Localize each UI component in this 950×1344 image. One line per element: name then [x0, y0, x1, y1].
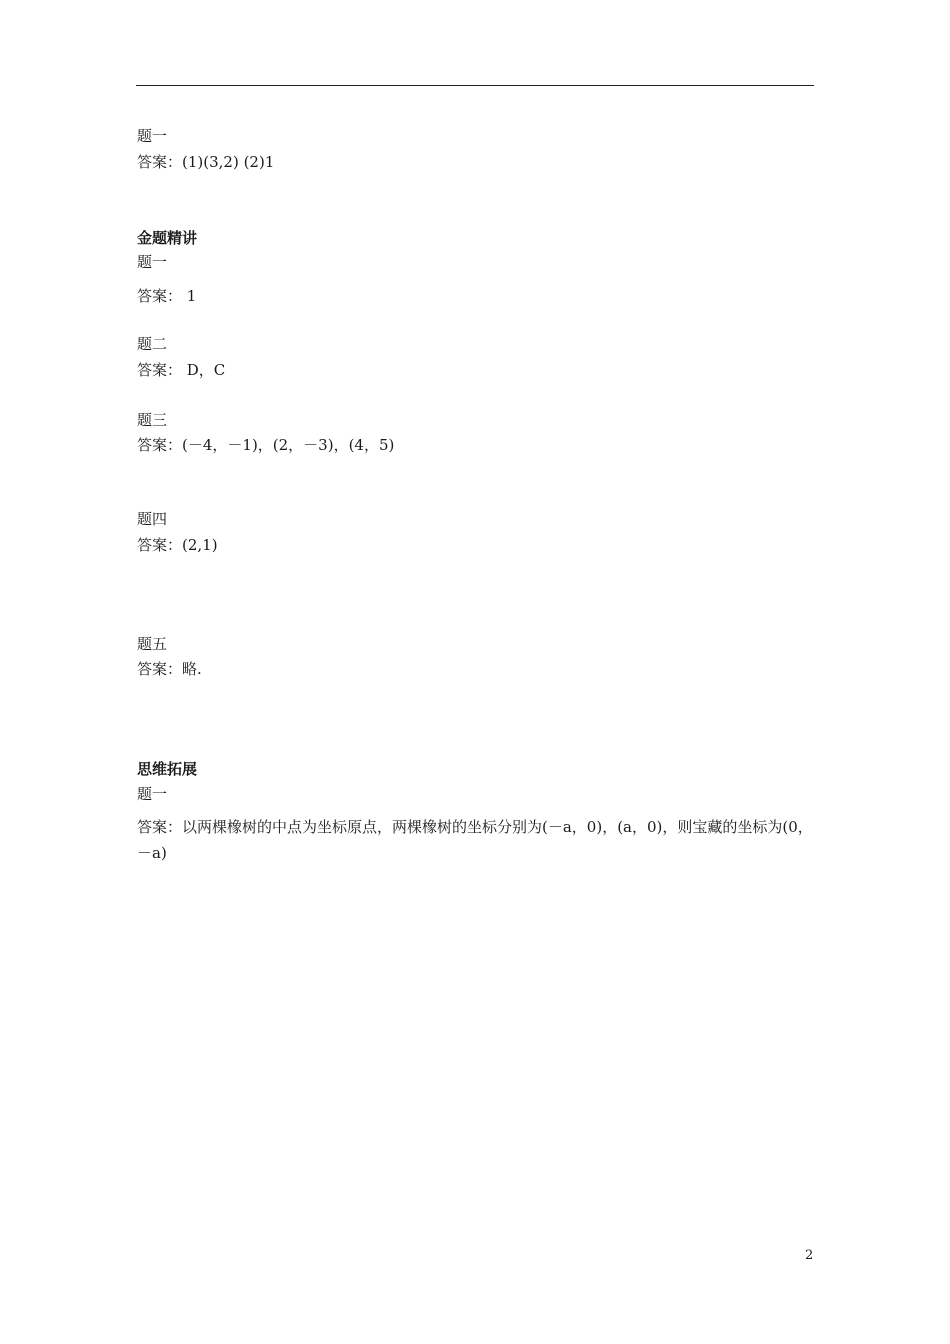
jinti-q5-answer: 答案：略. [137, 660, 202, 678]
siwei-q1-title: 题一 [137, 785, 168, 803]
page-number: 2 [805, 1248, 814, 1263]
jinti-q4-answer: 答案：(2,1) [137, 536, 218, 554]
intro-q1-title: 题一 [137, 127, 168, 145]
siwei-heading: 思维拓展 [137, 760, 198, 778]
siwei-q1-answer: 答案：以两棵橡树的中点为坐标原点，两棵橡树的坐标分别为(－a，0)，(a，0)，则宝藏的坐标为(0，－a) [137, 818, 813, 862]
jinti-q1-title: 题一 [137, 253, 168, 271]
header-rule [136, 85, 814, 86]
jinti-q3-title: 题三 [137, 411, 168, 429]
intro-q1-answer: 答案：(1)(3,2) (2)1 [137, 153, 275, 171]
jinti-q2-title: 题二 [137, 335, 168, 353]
jinti-q1-answer: 答案： 1 [137, 287, 197, 305]
jinti-q3-answer: 答案：(－4，－1)，(2，－3)，(4，5) [137, 436, 395, 454]
jinti-q5-title: 题五 [137, 635, 168, 653]
jinti-q2-answer: 答案： D，C [137, 361, 226, 379]
jinti-heading: 金题精讲 [137, 229, 198, 247]
jinti-q4-title: 题四 [137, 510, 168, 528]
